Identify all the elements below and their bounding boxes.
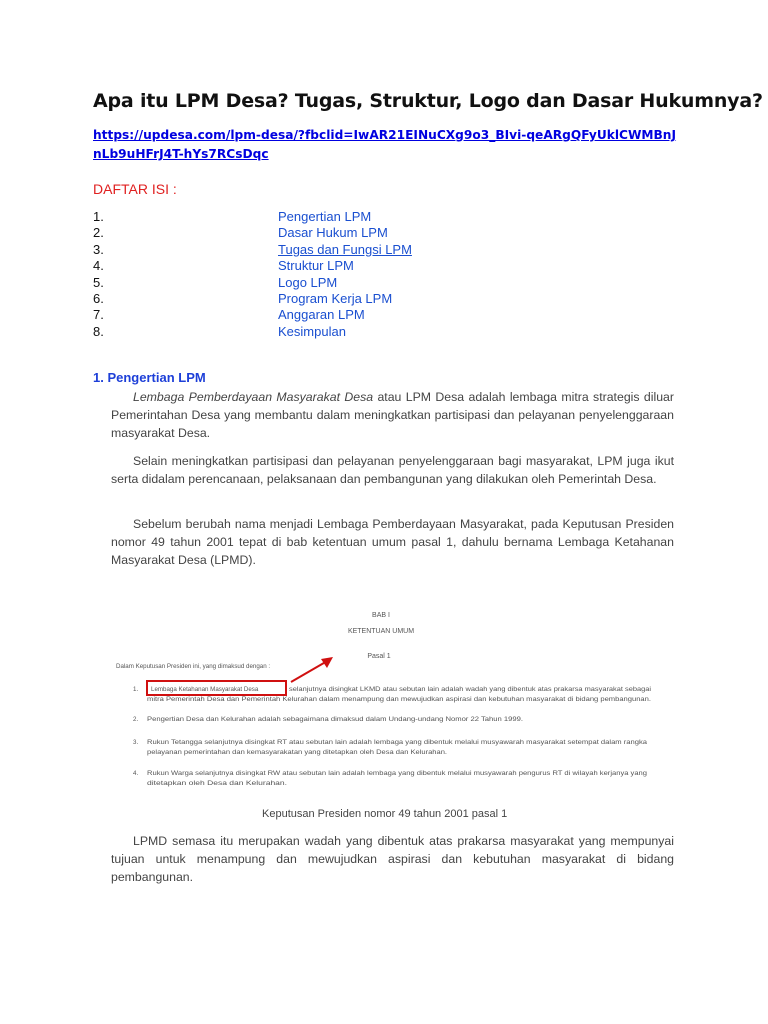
toc-item-number: 3. <box>93 241 104 257</box>
figure-item-2-line1: Pengertian Desa dan Kelurahan adalah sebagaimana dimaksud dalam Undang-undang Nomor 22 Tahun 1999. <box>147 716 524 723</box>
figure-ketentuan: KETENTUAN UMUM <box>347 628 415 635</box>
toc-link-program-kerja[interactable]: Program Kerja LPM <box>278 290 393 306</box>
figure-bab: BAB I <box>372 612 390 619</box>
figure-item-number: 2. <box>133 716 139 723</box>
toc-item-number: 4. <box>93 258 104 274</box>
toc-item-number: 5. <box>93 274 104 290</box>
toc-item-number: 8. <box>93 323 104 339</box>
paragraph-3 <box>111 515 674 569</box>
toc-link-tugas-fungsi[interactable]: Tugas dan Fungsi LPM <box>278 241 412 257</box>
paragraph-4-text: LPMD semasa itu merupakan wadah yang dibentuk atas prakarsa masyarakat yang mempunyai tujuan untuk menampung dan mewujudkan aspirasi dan kebutuhan masyarakat di bidang pembangunan. <box>111 834 674 884</box>
figure-intro: Dalam Keputusan Presiden ini, yang dimaksud dengan : <box>116 663 271 670</box>
toc-item-number: 1. <box>93 209 104 224</box>
toc-item-number: 2. <box>93 225 104 241</box>
figure-item-number: 3. <box>133 739 139 746</box>
paragraph-1 <box>111 388 674 442</box>
toc-link-struktur[interactable]: Struktur LPM <box>278 258 354 274</box>
figure-item-1-line1: selanjutnya disingkat LKMD atau sebutan lain adalah wadah yang dibentuk atas prakarsa masyarakat sebagai <box>289 686 651 693</box>
toc-item-number: 7. <box>93 307 104 323</box>
figure-item-3-line1: Rukun Tetangga selanjutnya disingkat RT atau sebutan lain adalah lembaga yang dibentuk melalui musyawarah masyarakat setempat dalam rangka <box>147 739 648 746</box>
figure-item-4-line2: ditetapkan oleh Desa dan Kelurahan. <box>147 780 288 787</box>
paragraph-2 <box>111 452 674 488</box>
toc-link-anggaran[interactable]: Anggaran LPM <box>278 307 365 323</box>
toc-link-kesimpulan[interactable]: Kesimpulan <box>278 323 346 339</box>
paragraph-1-italic: Lembaga Pemberdayaan Masyarakat Desa <box>133 390 374 404</box>
toc-link-dasar-hukum[interactable]: Dasar Hukum LPM <box>278 225 388 241</box>
figure-highlight-text: Lembaga Ketahanan Masyarakat Desa <box>151 686 259 693</box>
paragraph-4 <box>111 832 674 886</box>
toc-item-number: 6. <box>93 290 104 306</box>
figure-item-1-line2: mitra Pemerintah Desa dan Pemerintah Kelurahan dalam menampung dan mewujudkan aspirasi dan kebutuhan masyarakat di bidang pembangunan. <box>147 696 652 703</box>
figure-item-number: 1. <box>133 686 139 693</box>
figure-item-number: 4. <box>133 770 139 777</box>
toc-heading: DAFTAR ISI : <box>93 181 177 197</box>
toc-link-pengertian[interactable]: Pengertian LPM <box>278 209 372 224</box>
figure-item-4-line1: Rukun Warga selanjutnya disingkat RW atau sebutan lain adalah lembaga yang dibentuk melalui musyawarah pengurus RT di wilayah kerjanya yang <box>147 770 648 777</box>
figure-pasal: Pasal 1 <box>367 653 391 660</box>
paragraph-2-text: Selain meningkatkan partisipasi dan pelayanan penyelenggaraan bagi masyarakat, LPM juga ikut serta didalam perencanaan, pelaksanaan dan pembangunan yang dilakukan oleh Pemerintah Desa. <box>111 454 674 486</box>
figure-caption: Keputusan Presiden nomor 49 tahun 2001 pasal 1 <box>262 808 508 820</box>
section-heading: 1. Pengertian LPM <box>93 370 206 385</box>
source-link[interactable]: https://updesa.com/lpm-desa/?fbclid=IwAR21EINuCXg9o3_BIvi-qeARgQFyUklCWMBnJnLb9uHFrJ4T-hYs7RCsDqc <box>93 128 677 161</box>
toc-link-logo[interactable]: Logo LPM <box>278 274 338 290</box>
figure-item-3-line2: pelayanan pemerintahan dan kemasyarakatan yang ditetapkan oleh Desa dan Kelurahan. <box>147 749 448 756</box>
keppres-excerpt-figure <box>111 605 661 795</box>
page-title: Apa itu LPM Desa? Tugas, Struktur, Logo dan Dasar Hukumnya? <box>93 90 763 112</box>
paragraph-1-text: atau LPM Desa adalah lembaga mitra strategis diluar Pemerintahan Desa yang membantu dalam meningkatkan partisipasi dan pelayanan penyelenggaraan masyarakat Desa. <box>111 390 674 440</box>
paragraph-3-text: Sebelum berubah nama menjadi Lembaga Pemberdayaan Masyarakat, pada Keputusan Presiden nomor 49 tahun 2001 tepat di bab ketentuan umum pasal 1, dahulu bernama Lembaga Ketahanan Masyarakat Desa (LPMD). <box>111 517 674 567</box>
